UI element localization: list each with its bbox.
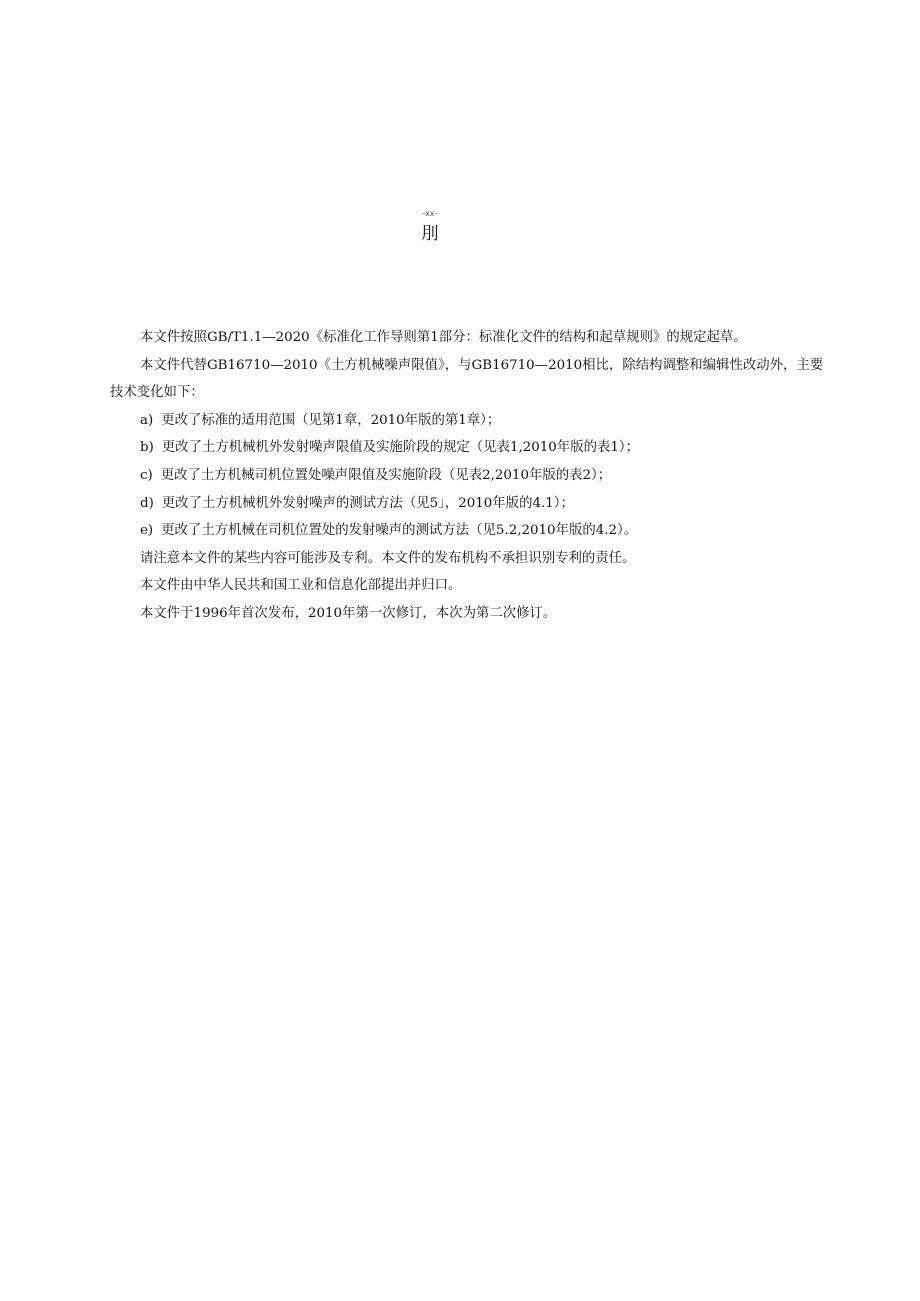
list-item-label: a) — [140, 412, 154, 428]
paragraph-replaces: 本文件代替GB16710—2010《土方机械噪声限值》，与GB16710—2010相比，除结构调整和编辑性改动外，主要技术变化如下： — [110, 357, 824, 401]
list-item-label: d) — [140, 495, 154, 511]
change-list-item — [110, 490, 834, 518]
change-list-item — [110, 434, 834, 462]
paragraph-history: 本文件于1996年首次发布，2010年第一次修订，本次为第二次修订。 — [140, 605, 557, 621]
change-list-item — [110, 407, 834, 435]
list-item-label: b) — [140, 440, 154, 456]
change-list-item — [110, 517, 834, 545]
change-list — [110, 407, 834, 545]
list-item-text: 更改了标准的适用范围（见第1章，2010年版的第1章）； — [161, 412, 501, 428]
list-item-text: 更改了土方机械机外发射噪声限值及实施阶段的规定（见表1,2010年版的表1）； — [161, 440, 639, 456]
page-marker: -xx- — [422, 209, 438, 218]
page-title: 刖 — [421, 224, 439, 244]
change-list-item — [110, 462, 834, 490]
paragraph-proposer: 本文件由中华人民共和国工业和信息化部提出并归口。 — [140, 578, 462, 594]
list-item-label: e) — [140, 523, 154, 539]
list-item-text: 更改了土方机械机外发射噪声的测试方法（见5」，2010年版的4.1）； — [161, 495, 574, 511]
list-item-text: 更改了土方机械在司机位置处的发射噪声的测试方法（见5.2,2010年版的4.2）。 — [161, 523, 638, 539]
paragraph-patent: 请注意本文件的某些内容可能涉及专利。本文件的发布机构不承担识别专利的责任。 — [140, 550, 636, 566]
list-item-text: 更改了土方机械司机位置处噪声限值及实施阶段（见表2,2010年版的表2）； — [160, 467, 612, 483]
paragraph-basis: 本文件按照GB/T1.1—2020《标准化工作导则第1部分：标准化文件的结构和起草规则》的规定起草。 — [140, 330, 747, 345]
list-item-label: c) — [140, 467, 153, 483]
foreword-body — [110, 324, 834, 628]
